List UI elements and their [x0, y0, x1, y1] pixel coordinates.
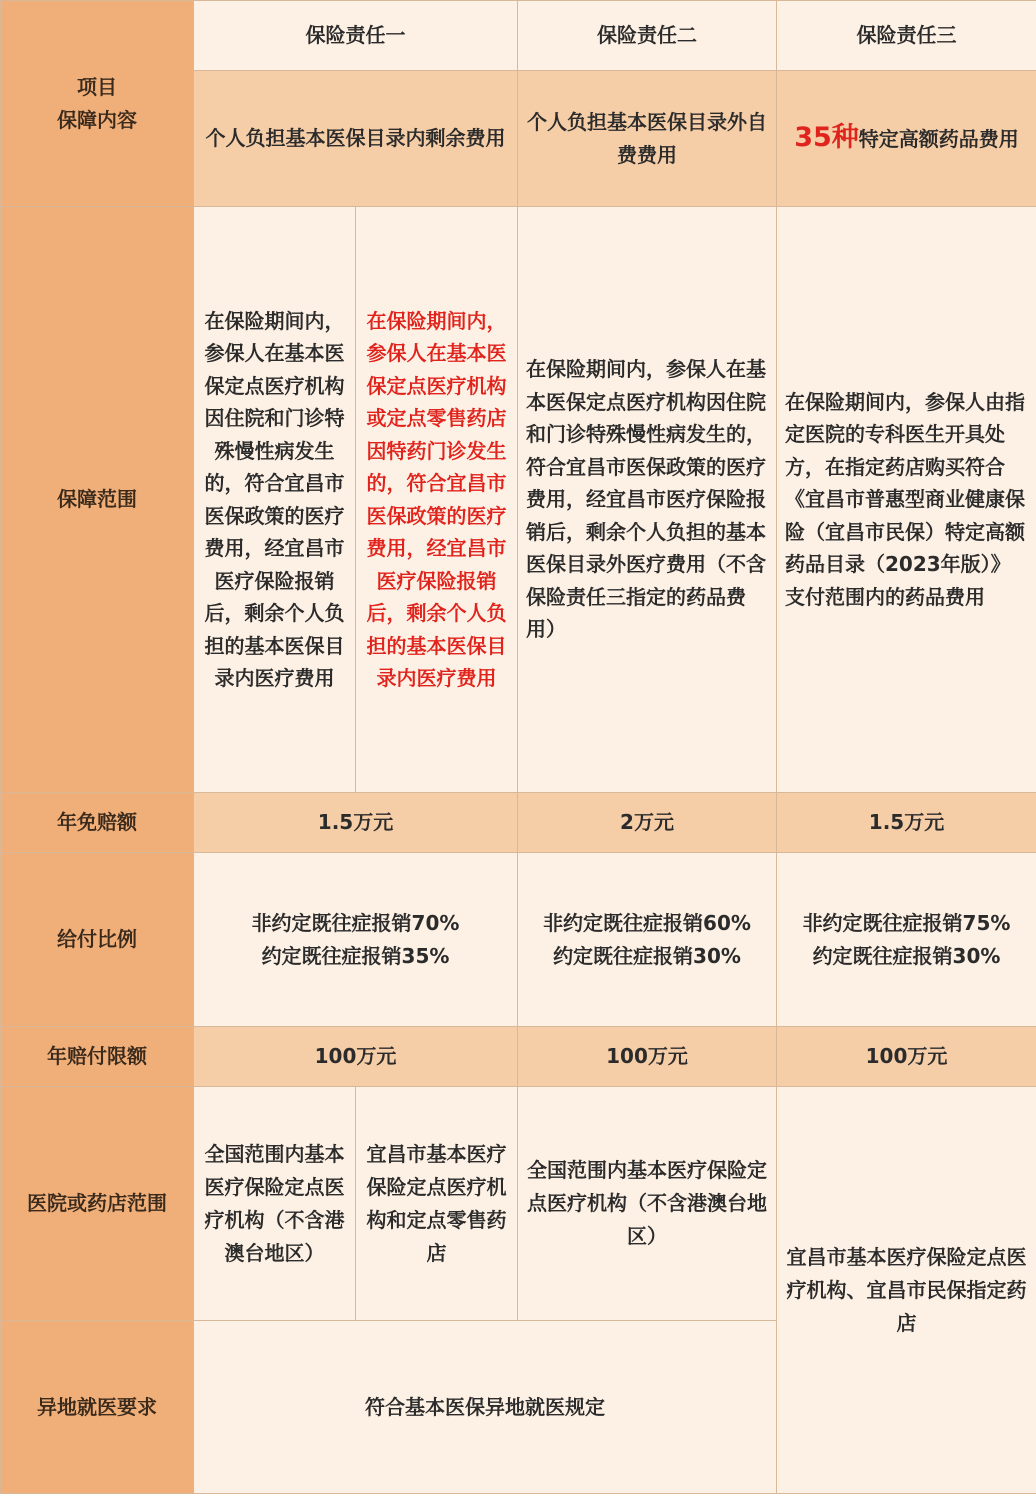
offsite-value: 符合基本医保异地就医规定 [194, 1321, 777, 1494]
duty3-content-count: 35种 [794, 122, 859, 153]
hospital-duty3: 宜昌市基本医疗保险定点医疗机构、宜昌市民保指定药店 [777, 1087, 1036, 1494]
ratio-duty1-normal: 非约定既往症报销70% [202, 907, 509, 940]
limit-label: 年赔付限额 [1, 1027, 194, 1087]
hospital-duty1-drug: 宜昌市基本医疗保险定点医疗机构和定点零售药店 [356, 1087, 518, 1321]
ratio-duty2-normal: 非约定既往症报销60% [526, 907, 768, 940]
scope-duty1-hospital: 在保险期间内，参保人在基本医保定点医疗机构因住院和门诊特殊慢性病发生的，符合宜昌市医保政策的医疗费用，经宜昌市医疗保险报销后，剩余个人负担的基本医保目录内医疗费用 [194, 207, 356, 793]
scope-duty3: 在保险期间内，参保人由指定医院的专科医生开具处方，在指定药店购买符合《宜昌市普惠型商业健康保险（宜昌市民保）特定高额药品目录（2023年版）》支付范围内的药品费用 [777, 207, 1036, 793]
ratio-duty2 [518, 853, 777, 1027]
hospital-duty1-hospital: 全国范围内基本医疗保险定点医疗机构（不含港澳台地区） [194, 1087, 356, 1321]
ratio-duty1-preexisting: 约定既往症报销35% [202, 940, 509, 973]
ratio-duty1 [194, 853, 518, 1027]
corner-header-cell [1, 1, 194, 207]
hospital-label: 医院或药店范围 [1, 1087, 194, 1321]
duty3-content [777, 71, 1036, 207]
ratio-duty3-normal: 非约定既往症报销75% [785, 907, 1028, 940]
scope-label: 保障范围 [1, 207, 194, 793]
duty2-content: 个人负担基本医保目录外自费费用 [518, 71, 777, 207]
ratio-duty2-preexisting: 约定既往症报销30% [526, 940, 768, 973]
duty1-content: 个人负担基本医保目录内剩余费用 [194, 71, 518, 207]
deductible-duty2: 2万元 [518, 793, 777, 853]
offsite-label: 异地就医要求 [1, 1321, 194, 1494]
limit-duty2: 100万元 [518, 1027, 777, 1087]
deductible-duty1: 1.5万元 [194, 793, 518, 853]
corner-label-item: 项目 [9, 71, 185, 104]
ratio-label: 给付比例 [1, 853, 194, 1027]
deductible-label: 年免赔额 [1, 793, 194, 853]
duty1-header: 保险责任一 [194, 1, 518, 71]
duty3-content-text: 特定高额药品费用 [859, 127, 1019, 151]
duty2-header: 保险责任二 [518, 1, 777, 71]
corner-label-content: 保障内容 [9, 104, 185, 137]
limit-duty1: 100万元 [194, 1027, 518, 1087]
hospital-duty2: 全国范围内基本医疗保险定点医疗机构（不含港澳台地区） [518, 1087, 777, 1321]
ratio-duty3 [777, 853, 1036, 1027]
scope-duty2: 在保险期间内，参保人在基本医保定点医疗机构因住院和门诊特殊慢性病发生的，符合宜昌市医保政策的医疗费用，经宜昌市医疗保险报销后，剩余个人负担的基本医保目录外医疗费用（不含保险责任三指定的药品费用） [518, 207, 777, 793]
ratio-duty3-preexisting: 约定既往症报销30% [785, 940, 1028, 973]
limit-duty3: 100万元 [777, 1027, 1036, 1087]
scope-duty1-drug: 在保险期间内，参保人在基本医保定点医疗机构或定点零售药店因特药门诊发生的，符合宜昌市医保政策的医疗费用，经宜昌市医疗保险报销后，剩余个人负担的基本医保目录内医疗费用 [356, 207, 518, 793]
duty3-header: 保险责任三 [777, 1, 1036, 71]
deductible-duty3: 1.5万元 [777, 793, 1036, 853]
